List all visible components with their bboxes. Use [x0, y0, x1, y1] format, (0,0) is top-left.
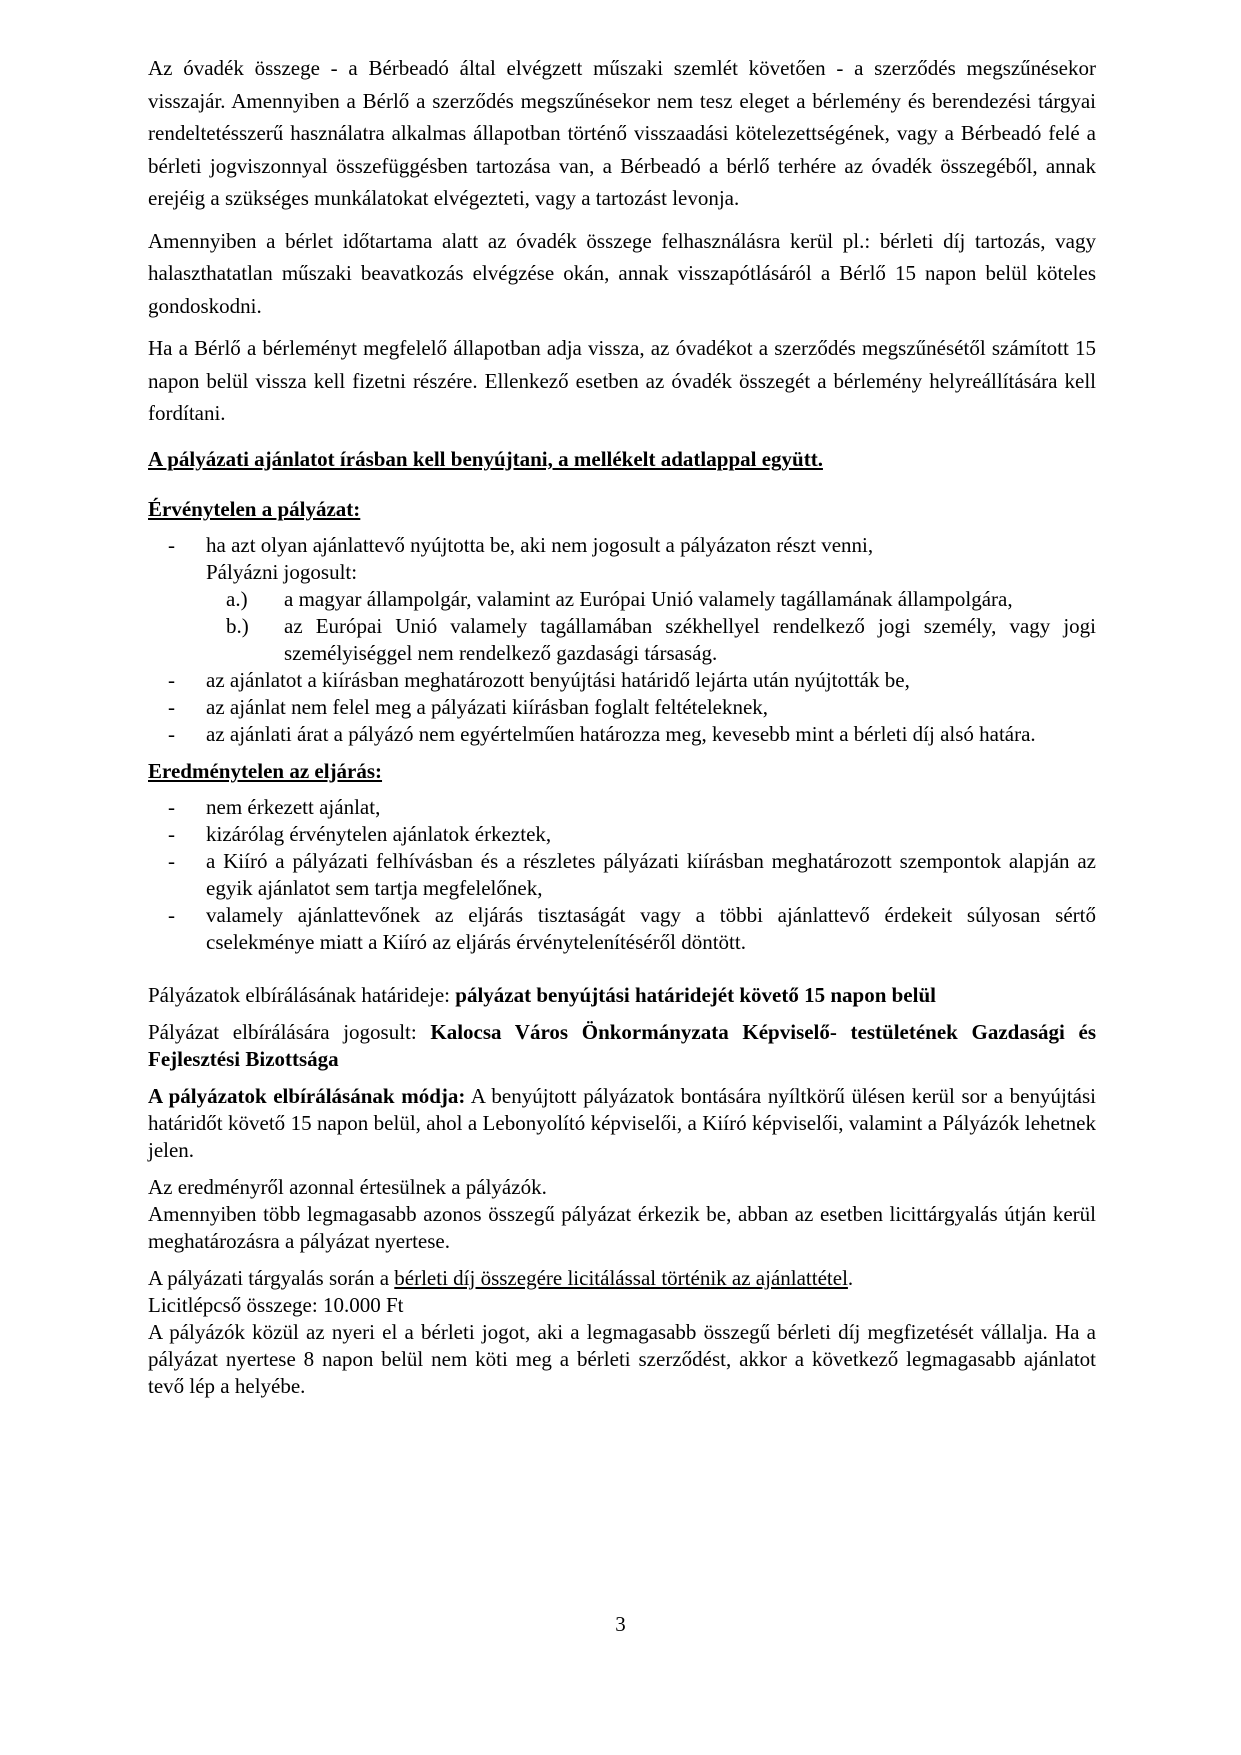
document-page: [148, 52, 1096, 1400]
evaluation-method: [148, 1083, 1096, 1164]
evaluation-deadline: [148, 982, 1096, 1009]
dash-bullet: -: [168, 821, 175, 846]
authority-label: Pályázat elbírálására jogosult:: [148, 1019, 431, 1044]
sublist-item: [226, 586, 1096, 613]
winner-rule: A pályázók közül az nyeri el a bérleti jogot, aki a legmagasabb összegű bérleti díj megfizetését vállalja. Ha a pályázat nyertese 8 napon belül nem köti meg a bérleti szerződést, akkor a következő legmagasabb ajánlatot tevő lép a helyébe.: [148, 1319, 1096, 1398]
bid-step: Licitlépcső összege: 10.000 Ft: [148, 1292, 404, 1317]
deadline-value: pályázat benyújtási határidejét követő 15 napon belül: [455, 982, 936, 1007]
sublist-marker: b.): [226, 613, 249, 638]
paragraph-deposit-return: Az óvadék összege - a Bérbeadó által elvégzett műszaki szemlét követően - a szerződés megszűnésekor visszajár. Amennyiben a Bérlő a szerződés megszűnésekor nem tesz eleget a bérlemény és berendezési tárgyai rendeltetésszerű használatra alkalmas állapotban történő visszaadási kötelezettségének, vagy a Bérbeadó felé a bérleti jogviszonnyal összefüggésben tartozása van, a Bérbeadó a bérlő terhére az óvadék összegéből, annak erejéig a szükséges munkálatokat elvégezteti, vagy a tartozást levonja.: [148, 56, 1096, 210]
list-item-text: az ajánlatot a kiírásban meghatározott benyújtási határidő lejárta után nyújtották be,: [206, 667, 910, 692]
tie-rule: Amennyiben több legmagasabb azonos összegű pályázat érkezik be, abban az esetben licittárgyalás útján kerül meghatározásra a pályázat nyertese.: [148, 1201, 1096, 1253]
list-item: [148, 848, 1096, 902]
dash-bullet: -: [168, 902, 175, 927]
dash-bullet: -: [168, 667, 175, 692]
list-item: [148, 794, 1096, 821]
bidding-underlined: bérleti díj összegére licitálással történik az ajánlattétel: [394, 1265, 848, 1290]
sublist-item-text: a magyar állampolgár, valamint az Európai Unió valamely tagállamának állampolgára,: [284, 586, 1013, 611]
dash-bullet: -: [168, 848, 175, 873]
list-item: [148, 694, 1096, 721]
dash-bullet: -: [168, 532, 175, 557]
invalid-list: [148, 532, 1096, 748]
sublist-item: [226, 613, 1096, 667]
eligible-label: Pályázni jogosult:: [206, 559, 358, 584]
eligible-sublist: [206, 586, 1096, 667]
method-label: A pályázatok elbírálásának módja:: [148, 1083, 466, 1108]
authority-value: Kalocsa Város Önkormányzata Képviselő- testületének Gazdasági és Fejlesztési Bizottsága: [148, 1019, 1096, 1071]
evaluation-authority: [148, 1019, 1096, 1073]
bidding-suffix: .: [847, 1265, 854, 1290]
list-item: [148, 667, 1096, 694]
result-notice: Az eredményről azonnal értesülnek a pályázók.: [148, 1174, 547, 1199]
submission-notice: A pályázati ajánlatot írásban kell benyújtani, a mellékelt adatlappal együtt.: [148, 446, 823, 471]
list-item-text: az ajánlat nem felel meg a pályázati kiírásban foglalt feltételeknek,: [206, 694, 769, 719]
method-text: A benyújtott pályázatok bontására nyíltkörű ülésen kerül sor a benyújtási határidőt követő 15 napon belül, ahol a Lebonyolító képviselői, a Kiíró képviselői, valamint a Pályázók lehetnek jelen.: [148, 1083, 1096, 1162]
sublist-marker: a.): [226, 586, 248, 611]
list-item-text: nem érkezett ajánlat,: [206, 794, 381, 819]
dash-bullet: -: [168, 721, 175, 746]
paragraph-deposit-replenish: Amennyiben a bérlet időtartama alatt az óvadék összege felhasználásra kerül pl.: bérleti díj tartozás, vagy halaszthatatlan műszaki beavatkozás elvégzése okán, annak visszapótlásáról a Bérlő 15 napon belül köteles gondoskodni.: [148, 228, 1096, 318]
invalid-heading: Érvénytelen a pályázat:: [148, 496, 361, 521]
bidding-prefix: A pályázati tárgyalás során a: [148, 1265, 395, 1290]
list-item-text: a Kiíró a pályázati felhívásban és a részletes pályázati kiírásban meghatározott szempontok alapján az egyik ajánlatot sem tartja megfelelőnek,: [206, 848, 1096, 900]
list-item-text: kizárólag érvénytelen ajánlatok érkeztek,: [206, 821, 552, 846]
unsuccessful-list: [148, 794, 1096, 956]
list-item-text: az ajánlati árat a pályázó nem egyértelműen határozza meg, kevesebb mint a bérleti díj alsó határa.: [206, 721, 1036, 746]
list-item: [148, 721, 1096, 748]
dash-bullet: -: [168, 794, 175, 819]
sublist-item-text: az Európai Unió valamely tagállamában székhellyel rendelkező jogi személy, vagy jogi személyiséggel nem rendelkező gazdasági társaság.: [284, 613, 1096, 665]
list-item: [148, 902, 1096, 956]
page-number: 3: [615, 1612, 626, 1636]
unsuccessful-heading: Eredménytelen az eljárás:: [148, 758, 383, 783]
bidding-rule: [148, 1265, 1096, 1292]
list-item-text: ha azt olyan ajánlattevő nyújtotta be, aki nem jogosult a pályázaton részt venni,: [206, 532, 874, 557]
list-item: [148, 821, 1096, 848]
list-item-text: valamely ajánlattevőnek az eljárás tisztaságát vagy a többi ajánlattevő érdekeit súlyosan sértő cselekménye miatt a Kiíró az eljárás érvénytelenítéséről döntött.: [206, 902, 1096, 954]
dash-bullet: -: [168, 694, 175, 719]
deadline-label: Pályázatok elbírálásának határideje:: [148, 982, 456, 1007]
paragraph-deposit-refund: Ha a Bérlő a bérleményt megfelelő állapotban adja vissza, az óvadékot a szerződés megszűnésétől számított 15 napon belül vissza kell fizetni részére. Ellenkező esetben az óvadék összegét a bérlemény helyreállítására kell fordítani.: [148, 336, 1096, 425]
list-item: [148, 532, 1096, 667]
